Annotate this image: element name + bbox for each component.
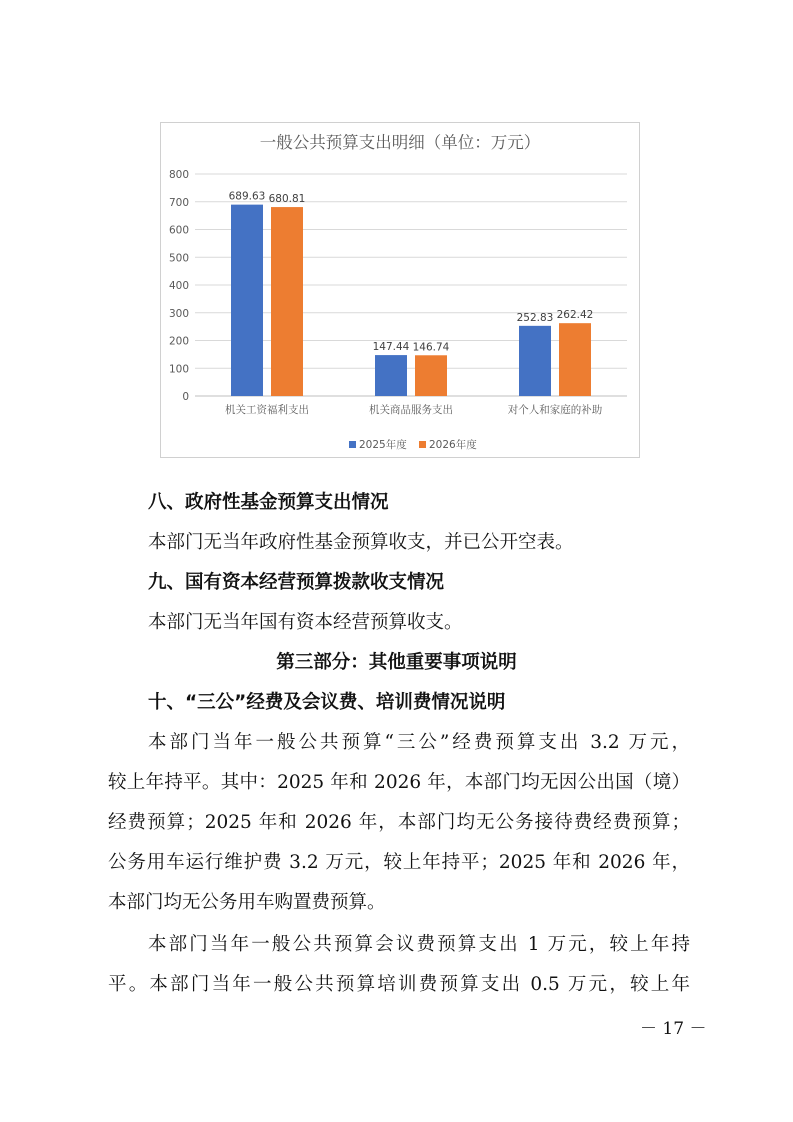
y-tick-label-700: 700	[168, 196, 189, 209]
data-label-2-3: 262.42	[556, 309, 594, 322]
bar-1-1	[231, 205, 263, 396]
y-tick-label-600: 600	[168, 224, 189, 237]
para1-line-2: 较上年持平。其中：2025 年和 2026 年，本部门均无因公出国（境）	[108, 772, 690, 793]
x-tick-label-3: 对个人和家庭的补助	[507, 404, 603, 416]
legend-label-1: 2025年度	[359, 439, 407, 451]
bar-chart	[161, 123, 639, 457]
data-label-1-1: 689.63	[228, 190, 266, 203]
y-tick-label-500: 500	[168, 252, 189, 265]
x-tick-label-2: 机关商品服务支出	[369, 404, 453, 416]
data-label-2-1: 680.81	[268, 193, 306, 206]
chart-title: 一般公共预算支出明细（单位：万元）	[259, 133, 541, 152]
legend-swatch-2	[419, 441, 426, 448]
y-tick-label-300: 300	[168, 307, 189, 320]
heading-section-10: 十、“三公”经费及会议费、培训费情况说明	[148, 692, 506, 713]
legend-swatch-1	[349, 441, 356, 448]
bar-1-3	[519, 326, 551, 396]
page-number: － 17 －	[640, 1019, 707, 1039]
para1-line-5: 本部门均无公务用车购置费预算。	[108, 892, 386, 913]
data-label-1-3: 252.83	[516, 311, 554, 324]
para1-line-1: 本部门当年一般公共预算“三公”经费预算支出 3.2 万元，	[148, 732, 690, 753]
y-tick-label-800: 800	[168, 169, 189, 181]
part-three-title: 第三部分：其他重要事项说明	[276, 652, 517, 673]
y-tick-label-100: 100	[168, 363, 189, 376]
y-tick-label-200: 200	[168, 335, 189, 348]
y-tick-label-400: 400	[168, 280, 189, 292]
heading-section-8: 八、政府性基金预算支出情况	[148, 492, 389, 513]
chart-container	[160, 122, 640, 458]
x-tick-label-1: 机关工资福利支出	[225, 404, 309, 416]
para2-line-2: 平。本部门当年一般公共预算培训费预算支出 0.5 万元，较上年	[108, 974, 690, 995]
bar-2-2	[415, 355, 447, 396]
data-label-2-2: 146.74	[412, 341, 450, 354]
para2-line-1: 本部门当年一般公共预算会议费预算支出 1 万元，较上年持	[148, 934, 690, 955]
para1-line-3: 经费预算；2025 年和 2026 年，本部门均无公务接待费经费预算；	[108, 812, 690, 833]
bar-2-3	[559, 323, 591, 396]
bar-2-1	[271, 207, 303, 396]
data-label-1-2: 147.44	[372, 341, 410, 354]
paragraph-section-9: 本部门无当年国有资本经营预算收支。	[148, 612, 463, 633]
legend-label-2: 2026年度	[429, 439, 477, 451]
bar-1-2	[375, 355, 407, 396]
y-tick-label-0: 0	[182, 391, 189, 403]
para1-line-4: 公务用车运行维护费 3.2 万元，较上年持平；2025 年和 2026 年，	[108, 852, 690, 873]
paragraph-section-8: 本部门无当年政府性基金预算收支，并已公开空表。	[148, 532, 574, 553]
heading-section-9: 九、国有资本经营预算拨款收支情况	[148, 572, 445, 593]
